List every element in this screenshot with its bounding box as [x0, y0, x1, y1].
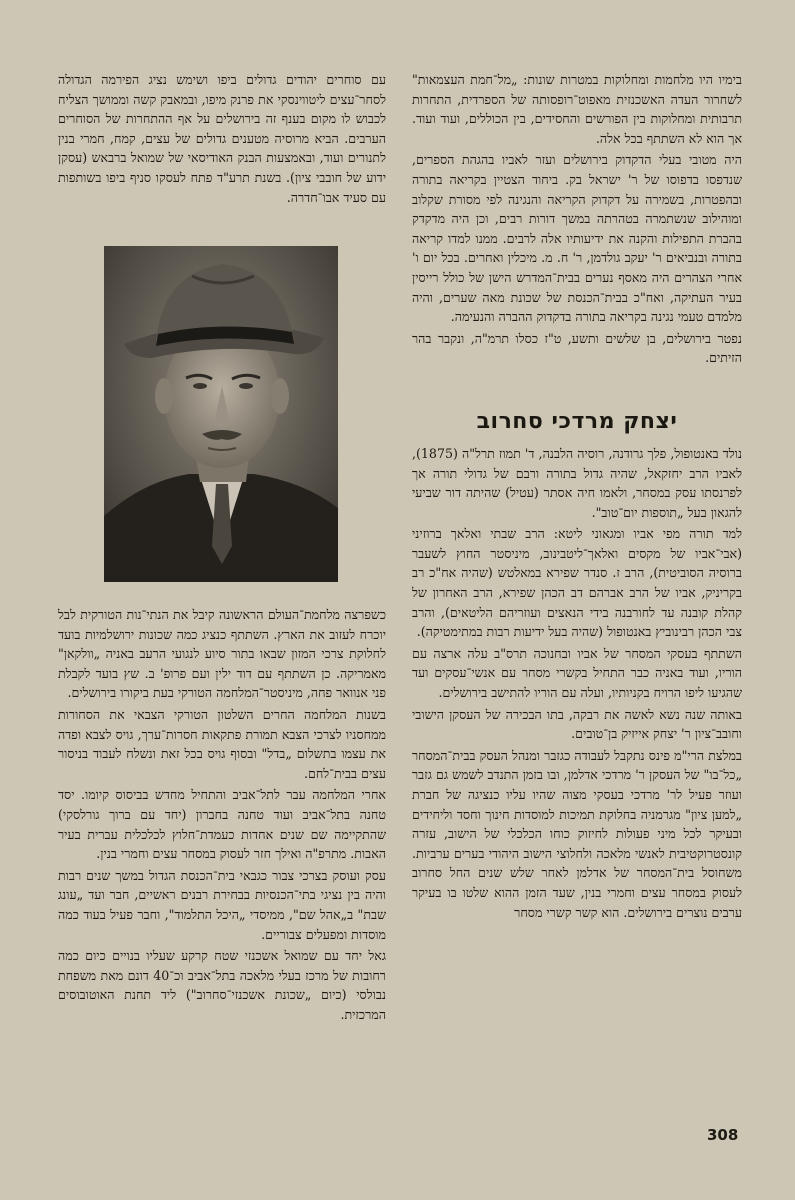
- paragraph: השתתף בעסקי המסחר של אביו ובחנוכה תרס"ב עלה ארצה עם הוריו, ועוד באניה כבר התחיל בקשרי מסחר עם אנשי־עסקים ועד שהגיעו ליפו הרויח בקניותיו, ועלה עם הוריו להתישב בירושלים.: [412, 645, 742, 701]
- page-number: 308: [707, 1126, 739, 1144]
- paragraph: היה מטובי בעלי הדקדוק בירושלים ועזר לאביו בהגהת הספרים, שנדפסו בדפוסו של ר' ישראל בק. ביחוד הצטיין בקריאה בתורה ובהפטרות, בשמירה על דקדוק הקריאה והנגינה לפי מסורת שקלוב ומוהילוב שנשתמרה בטהרתה במשך דורות רבים, וכן היה מדקדק בהברת התפילות והקנה את ידיעותיו אלה לרבים. ממנו למדו קריאה בתורה ובנביאים ר' יעקב גולדמן, ר' ח. מ. מיכלין ואחרים. בכל יום ו' אחרי הצהרים היה מאסף נערים בבית־המדרש הישן של כולל רייסין בעיר העתיקה, ואח"כ בבית־הכנסת של שכונת מאה שערים, והיה מלמדם טעמי נגינה בקריאה בתורה בדקדוק ההברה והנעימה.: [412, 152, 742, 325]
- paragraph: אחרי המלחמה עבר לתל־אביב והתחיל מחדש בביסוס קיומו. יסד טחנה בתל־אביב ועוד טחנה בחברון (יחד עם ברוך גורלסקי) שהתקיימה שם שנים אחדות כעמדת־חלוץ לכלכלית עברית בעיר האבות. מתרפ"ה ואילך חזר לעסוק במסחר עצים וחמרי בנין.: [58, 787, 386, 862]
- left-column-bottom: [58, 605, 386, 1026]
- paragraph: נולד באנטופול, פלך גרודנה, רוסיה הלבנה, ד' תמוז תרל"ה (1875), לאביו הרב יחזקאל, שהיה גדול בתורה ורבם של גדולי תורה אך לפרנסתו עסק במסחר, ולאמו חיה אסתר (עטיל) שהיתה דור שביעי להגאון בעל „תוספות יום־טוב".: [412, 445, 742, 520]
- paragraph: בשנות המלחמה החרים השלטון הטורקי הצבאי את הסחורות ממחסניו לצרכי הצבא תמורת פתקאות חסרות־ערך, גויס לצבא ופדה את עצמו בתשלום „בדל" ובסוף גויס בכל זאת ונשלח לעבוד בניסור עצים בבית־לחם.: [58, 706, 386, 781]
- paragraph: נפטר בירושלים, בן שלשים ותשע, ט"ז כסלו תרמ"ה, ונקבר בהר הזיתים.: [412, 330, 742, 366]
- paragraph: באותה שנה נשא לאשה את רבקה, בתו הבכירה של העסקן הישובי וחובב־ציון ר' יצחק אייזיק בן־טובים.: [412, 706, 742, 742]
- paragraph: בימיו היו מלחמות ומחלוקות במטרות שונות: „מל־חמת העצמאות" לשחרור העדה האשכנזית מאפוט־רופסותה של הספרדית, התחרות תרבותית ומחלוקות בין הפורשים והחסידים, בין הכוללים, ועוד ועוד. אך הוא לא השתתף בכל אלה.: [412, 72, 742, 146]
- paragraph: עם סוחרים יהודים גדולים ביפו ושימש נציג הפירמה הגדולה לסחר־עצים ליטווינסקי את פרנק מיפו, ובמאבק קשה וממושך הצליח לכבוש לו מקום בענף זה בירושלים על אף ההתחרות של הסוחרים הערבים. הביא מרוסיה מטענים גדולים של עצים, קמח, חמרי בנין לתנורים ועוד, ובאמצעות הבנק האודיסאי של שמואל ברבאש (עסקן ידוע של חובבי ציון). בשנת תרע"ד פתח לעסקו סניף ביפו בשותפות עם סעיד אבו־חדרה.: [58, 72, 386, 205]
- left-column-top: [58, 70, 386, 209]
- paragraph: במלצת הרי"מ פינס נתקבל לעבודה כגזבר ומנהל העסק בבית־המסחר „כל־בו" של העסקן ר' מרדכי אדלמן, ובו בזמן התנדב לשמש גם גזבר ועוזר פעיל לר' מרדכי בעסקי מצוה שהיו עליו כנציגה של חברת „למען ציון" מגרמניה בחלוקת תמיכות למוסדות חינוך וחסד וליחידים ובעיקר לכל מיני פעולות לחיזוק כוחו הכלכלי של הישוב, עזרה קונסטרוקטיבית לאנשי מלאכה ולחלוצי הישוב היהודי בערים ערביות. משחוסל בית־המסחר של אדלמן לאחר שלש שנים החל סחרוב לעסוק במסחר עצים וחמרי בנין, שעד הזמן ההוא שלטו בו בעיקר ערבים נוצרים בירושלים. הוא קשר קשרי מסחר: [412, 747, 742, 920]
- section-heading: יצחק מרדכי סחרוב: [476, 408, 678, 434]
- portrait-illustration: [104, 246, 338, 582]
- right-column: [412, 70, 742, 924]
- paragraph: כשפרצה מלחמת־העולם הראשונה קיבל את הנתי־נות הטורקית לבל יוכרח לעזוב את הארץ. השתתף כנציג כמה שכונות ירושלמיות בועד לחלוקת צרכי המזון שבאו בתור סיוע לנגועי הרעב באניה „וולקאן" מאמריקה. כן השתתף עם דוד ילין ועם פרופ' ב. שץ בועד לקבלת פני אנוואר פחה, מיניסטר־המלחמה הטורקי בעת ביקורו בירושלים.: [58, 607, 386, 701]
- paragraph: למד תורה מפי אביו ומגאוני ליטא: הרב שבתי ואלאך ברוזיני (אבי־אביו של מקסים ואלאך־ליטבינוב, מיניסטר החוץ לשעבר ברוסיה הסוביטית), הרב ז. סנדר שפירא במאלטש (שהיה אח"כ רב בקריניק, אביו של הרב אברהם דב הכהן שפירא, הרב האחרון של קהלת קובנה עד לחורבנה בידי הנאצים ועוזריהם הליטאים), והרב צבי הכהן רבינוביץ באנטופול (שהיה בעל ידיעות רבות במתימטיקה).: [412, 526, 742, 640]
- paragraph: עסק ועוסק בצרכי צבור כגבאי בית־הכנסת הגדול במשך שנים רבות והיה בין נציגי בתי־הכנסיות בבחירת רבנים ראשיים, חבר ועד „עונג שבת" ב„אהל שם", ממיסדי „היכל התלמוד", וחבר פעיל בעוד כמה מוסדות ומפעלים צבוריים.: [58, 867, 386, 942]
- portrait-photo: [104, 246, 338, 582]
- paragraph: גאל יחד עם שמואל אשכנזי שטח קרקע שעליו בנויים כיום כמה רחובות של מרכז בעלי מלאכה בתל־אביב וכ־40 דונם מאת משפחת נבולסי (כיום „שכונת אשכנזי־סחרוב") ליד תחנת האוטובוסים המרכזית.: [58, 948, 386, 1022]
